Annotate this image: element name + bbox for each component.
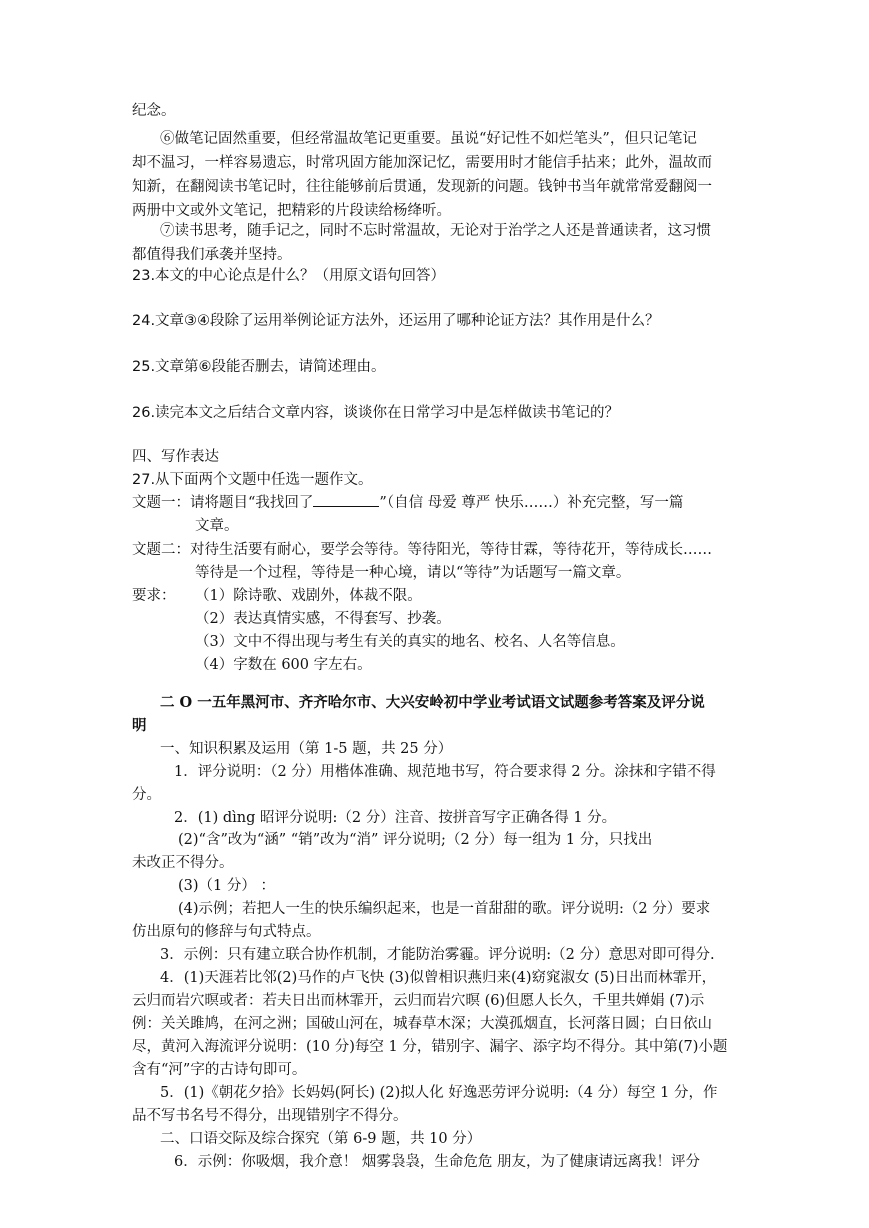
answer-item: 未改正不得分。 bbox=[132, 855, 234, 871]
answer-item: (2)“含”改为“涵” “销”改为“消” 评分说明;（2 分）每一组为 1 分，只找出 bbox=[178, 832, 653, 848]
answer-key-title: 明 bbox=[132, 717, 147, 734]
answer-item: 6．示例：你吸烟，我介意！ 烟雾袅袅，生命危危 朋友，为了健康请远离我！评分 bbox=[174, 1154, 700, 1170]
requirement-item: （2）表达真情实感，不得套写、抄袭。 bbox=[195, 611, 451, 627]
essay-text: 都值得我们承袭并坚持。 bbox=[132, 247, 292, 263]
question-25: 25.文章第⑥段能否删去，请简述理由。 bbox=[132, 359, 386, 375]
essay-text: 却不温习，一样容易遗忘，时常巩固方能加深记忆，需要用时才能信手拈来；此外，温故而 bbox=[132, 155, 712, 171]
question-23: 23.本文的中心论点是什么？（用原文语句回答） bbox=[132, 268, 446, 284]
requirement-item: （1）除诗歌、戏剧外，体裁不限。 bbox=[195, 588, 422, 604]
essay-text: 知新，在翻阅读书笔记时，往往能够前后贯通，发现新的问题。钱钟书当年就常常爱翻阅一 bbox=[132, 179, 712, 195]
answer-item: 含有“河”字的古诗句即可。 bbox=[132, 1062, 307, 1078]
answer-item: 4．(1)天涯若比邻(2)马作的卢飞快 (3)似曾相识燕归来(4)窈窕淑女 (5)日出而林霏开， bbox=[160, 970, 717, 986]
answer-key-title: 二 O 一五年黑河市、齐齐哈尔市、大兴安岭初中学业考试语文试题参考答案及评分说 bbox=[160, 694, 705, 711]
answer-section-heading: 一、知识积累及运用（第 1-5 题，共 25 分） bbox=[160, 741, 453, 757]
topic-two: 文题二：对待生活要有耐心，要学会等待。等待阳光，等待甘霖，等待花开，等待成长…… bbox=[132, 542, 712, 558]
answer-item: 1．评分说明：（2 分）用楷体准确、规范地书写，符合要求得 2 分。涂抹和字错不得 bbox=[174, 764, 716, 780]
fill-in-blank bbox=[313, 492, 379, 507]
section-heading: 四、写作表达 bbox=[132, 449, 219, 465]
essay-paragraph-7: ⑦读书思考，随手记之，同时不忘时常温故，无论对于治学之人还是普通读者，这习惯 bbox=[160, 223, 711, 239]
answer-item: 5．(1)《朝花夕拾》长妈妈(阿长) (2)拟人化 好逸恶劳评分说明:（4 分）每空 1 分，作 bbox=[160, 1085, 718, 1101]
answer-item: 仿出原句的修辞与句式特点。 bbox=[132, 924, 321, 940]
question-26: 26.读完本文之后结合文章内容，谈谈你在日常学习中是怎样做读书笔记的？ bbox=[132, 405, 620, 421]
answer-section-heading: 二、口语交际及综合探究（第 6-9 题，共 10 分） bbox=[160, 1131, 482, 1147]
answer-item: 2．(1) dìng 昭评分说明:（2 分）注音、按拼音写字正确各得 1 分。 bbox=[174, 810, 617, 826]
essay-text: 纪念。 bbox=[132, 103, 176, 119]
answer-item: 例：关关雎鸠，在河之洲；国破山河在，城春草木深；大漠孤烟直，长河落日圆；白日依山 bbox=[132, 1016, 712, 1032]
answer-item: 3．示例：只有建立联合协作机制，才能防治雾霾。评分说明:（2 分）意思对即可得分. bbox=[160, 947, 715, 963]
requirement-item: （3）文中不得出现与考生有关的真实的地名、校名、人名等信息。 bbox=[195, 634, 625, 650]
requirements-label: 要求： bbox=[132, 588, 176, 604]
answer-item: 品不写书名号不得分，出现错别字不得分。 bbox=[132, 1108, 408, 1124]
topic-two-text: 等待是一个过程，等待是一种心境，请以“等待”为话题写一篇文章。 bbox=[195, 565, 631, 581]
topic-one-text: 文章。 bbox=[195, 518, 239, 534]
essay-text: 两册中文或外文笔记，把精彩的片段读给杨绛听。 bbox=[132, 203, 451, 219]
topic-one-text: ”（自信 母爱 尊严 快乐……）补充完整，写一篇 bbox=[379, 495, 684, 511]
topic-one-text: 文题一：请将题目“我找回了 bbox=[132, 495, 314, 511]
topic-one bbox=[132, 492, 683, 514]
answer-item: 尽，黄河入海流评分说明：(10 分)每空 1 分，错别字、漏字、添字均不得分。其中第(7)小题 bbox=[132, 1039, 728, 1055]
answer-item: (4)示例；若把人一生的快乐编织起来，也是一首甜甜的歌。评分说明:（2 分）要求 bbox=[178, 901, 711, 917]
question-27: 27.从下面两个文题中任选一题作文。 bbox=[132, 472, 373, 488]
answer-item: 分。 bbox=[132, 787, 161, 803]
requirement-item: （4）字数在 600 字左右。 bbox=[195, 657, 372, 673]
answer-item: 云归而岩穴暝或者：若夫日出而林霏开，云归而岩穴暝 (6)但愿人长久，千里共婵娟 (7)示 bbox=[132, 993, 705, 1009]
essay-paragraph-6: ⑥做笔记固然重要，但经常温故笔记更重要。虽说“好记性不如烂笔头”，但只记笔记 bbox=[160, 131, 697, 147]
question-24: 24.文章③④段除了运用举例论证方法外，还运用了哪种论证方法？其作用是什么？ bbox=[132, 313, 660, 329]
answer-item: (3)（1 分） ： bbox=[178, 878, 275, 894]
